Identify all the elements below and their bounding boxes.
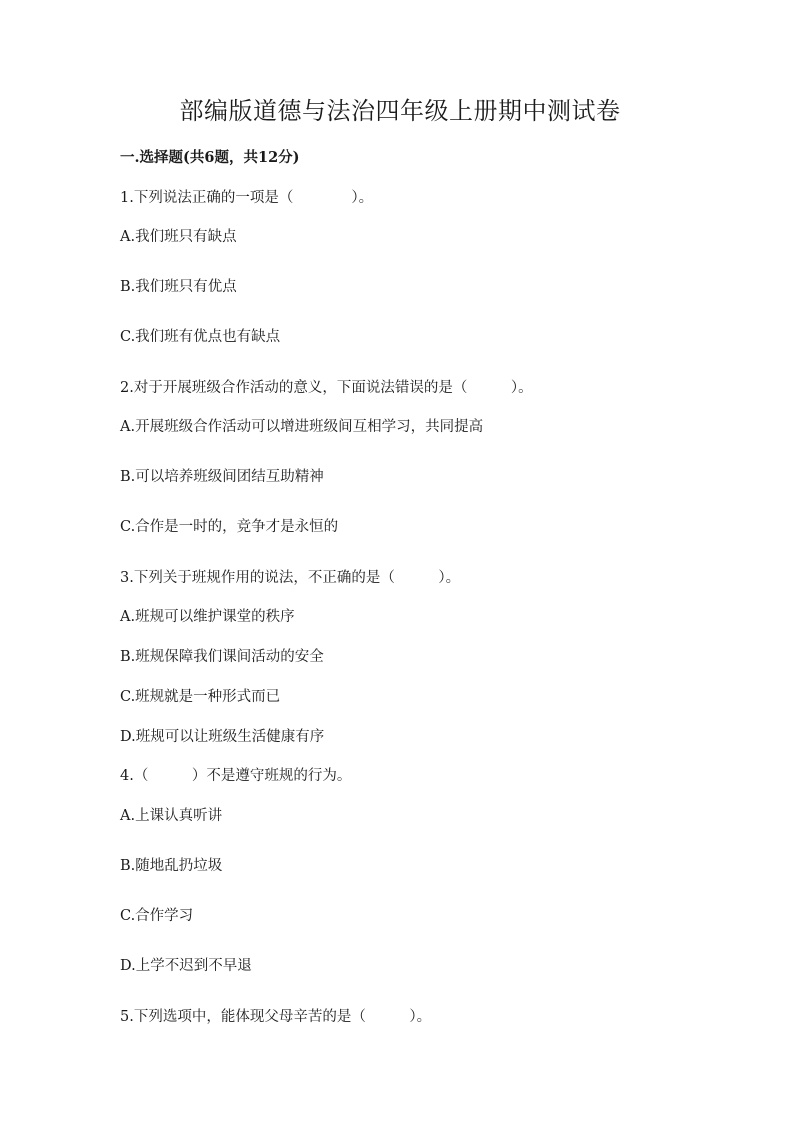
question-3-option-d: D.班规可以让班级生活健康有序	[120, 729, 325, 745]
question-4-option-d: D.上学不迟到不早退	[120, 958, 252, 974]
question-4-option-a: A.上课认真听讲	[120, 808, 223, 824]
question-3-option-a: A.班规可以维护课堂的秩序	[120, 609, 295, 625]
question-4-option-c: C.合作学习	[120, 908, 194, 924]
question-3-option-c: C.班规就是一种形式而已	[120, 689, 281, 705]
question-3-option-b: B.班规保障我们课间活动的安全	[120, 649, 324, 665]
exam-title: 部编版道德与法治四年级上册期中测试卷	[179, 97, 621, 125]
section-heading-choice: 一.选择题(共6题，共12分)	[120, 149, 300, 166]
question-1-stem: 1.下列说法正确的一项是（ ）。	[120, 190, 374, 206]
question-1-option-b: B.我们班只有优点	[120, 279, 237, 295]
question-2-option-c: C.合作是一时的，竞争才是永恒的	[120, 519, 339, 535]
question-1-option-c: C.我们班有优点也有缺点	[120, 329, 281, 345]
question-2-option-b: B.可以培养班级间团结互助精神	[120, 469, 324, 485]
question-1-option-a: A.我们班只有缺点	[120, 229, 237, 245]
question-2-option-a: A.开展班级合作活动可以增进班级间互相学习，共同提高	[120, 419, 484, 435]
question-4-option-b: B.随地乱扔垃圾	[120, 858, 223, 874]
question-5-stem: 5.下列选项中，能体现父母辛苦的是（ ）。	[120, 1009, 432, 1025]
question-4-stem: 4.（ ）不是遵守班规的行为。	[120, 768, 352, 784]
question-2-stem: 2.对于开展班级合作活动的意义，下面说法错误的是（ ）。	[120, 380, 533, 396]
question-3-stem: 3.下列关于班规作用的说法，不正确的是（ ）。	[120, 570, 461, 586]
